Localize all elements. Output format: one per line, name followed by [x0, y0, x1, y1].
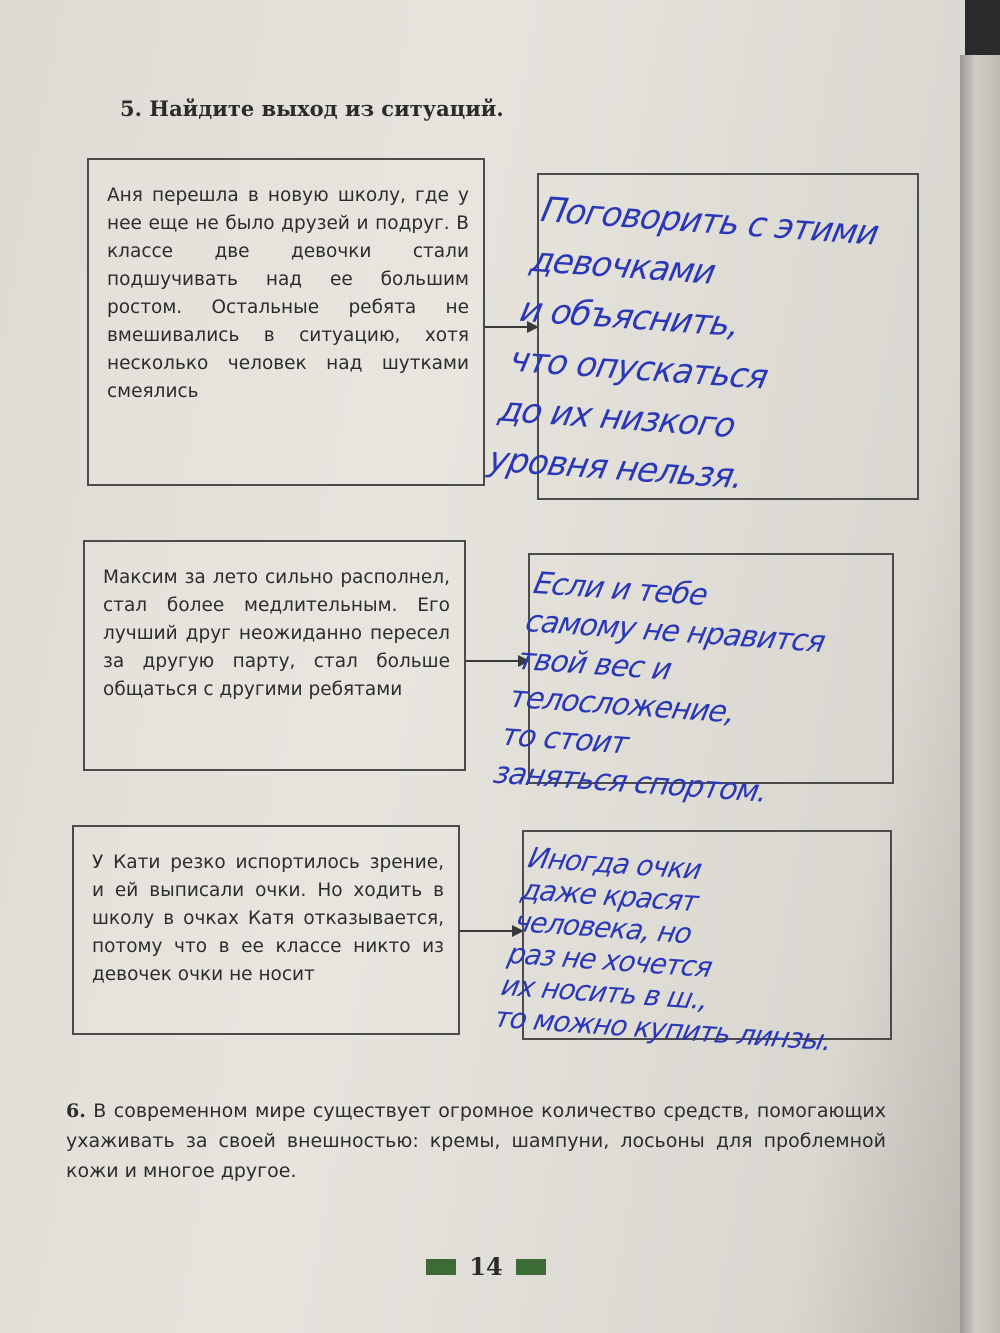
footer-bar-right	[516, 1259, 546, 1275]
answer-2-box	[490, 553, 894, 810]
situation-2-box	[83, 540, 466, 771]
task-5-title: 5. Найдите выход из ситуаций.	[120, 96, 504, 121]
answer-3-box	[491, 830, 892, 1058]
situation-1-text: Аня перешла в новую школу, где у нее еще не было друзей и подруг. В классе две девочки стали подшучивать над ее большим ростом. Остальные ребята не вмешивались в ситуацию, хотя несколько человек над шутками смеялись	[107, 185, 469, 402]
situation-3-text: У Кати резко испортилось зрение, и ей выписали очки. Но ходить в школу в очках Катя отказывается, потому что в ее классе никто из девочек очки не носит	[92, 852, 444, 985]
situation-3-box	[72, 825, 460, 1035]
task-6-number: 6.	[66, 1100, 86, 1122]
answer-1-handwriting: Поговорить с этими девочками и объяснить, что опускаться до их низкого уровня нельзя.	[485, 189, 882, 498]
page-number: 14	[469, 1252, 503, 1281]
next-page-edge	[960, 55, 1000, 1333]
page-footer	[426, 1252, 546, 1282]
situation-2-text: Максим за лето сильно располнел, стал более медлительным. Его лучший друг неожиданно пересел за другую парту, стал больше общаться с другими ребятами	[103, 567, 450, 700]
task-6-paragraph	[66, 1096, 886, 1186]
task-6-text: В современном мире существует огромное количество средств, помогающих ухаживать за своей внешностью: кремы, шампуни, лосьоны для проблемной кожи и многое другое.	[66, 1100, 886, 1182]
situation-1-box	[87, 158, 485, 486]
answer-3-handwriting: Иногда очки даже красят человека, но раз не хочется их носить в ш., то можно купить линзы.	[491, 841, 835, 1058]
answer-1-box	[485, 173, 919, 500]
footer-bar-left	[426, 1259, 456, 1275]
answer-2-handwriting: Если и тебе самому не нравится твой вес и телосложение, то стоит заняться спортом.	[490, 565, 828, 810]
